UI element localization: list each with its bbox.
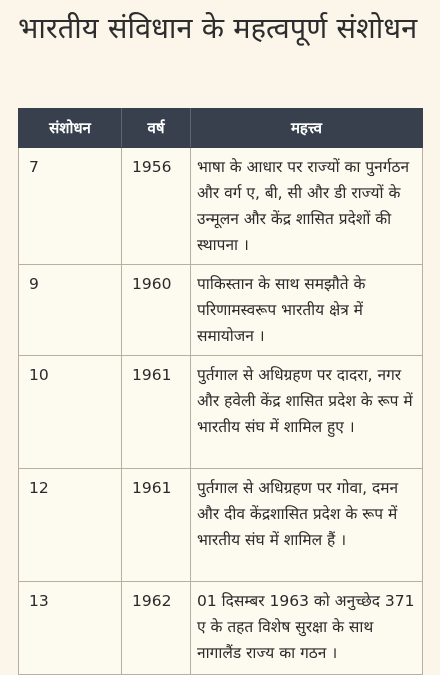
table-header-row [19,109,423,148]
cell-amendment: 13 [19,582,122,675]
table-row [19,356,423,469]
header-amendment: संशोधन [19,109,122,148]
table-row [19,148,423,265]
table-row [19,582,423,675]
table-row [19,265,423,356]
cell-amendment: 12 [19,469,122,582]
table-row [19,469,423,582]
cell-amendment: 10 [19,356,122,469]
cell-year: 1960 [122,265,191,356]
cell-significance: 01 दिसम्बर 1963 को अनुच्छेद 371 ए के तहत विशेष सुरक्षा के साथ नागालैंड राज्य का गठन । [191,582,423,675]
cell-year: 1956 [122,148,191,265]
header-year: वर्ष [122,109,191,148]
cell-significance: पुर्तगाल से अधिग्रहण पर दादरा, नगर और हवेली केंद्र शासित प्रदेश के रूप में भारतीय संघ में शामिल हुए । [191,356,423,469]
cell-significance: पुर्तगाल से अधिग्रहण पर गोवा, दमन और दीव केंद्रशासित प्रदेश के रूप में भारतीय संघ में शामिल हैं । [191,469,423,582]
cell-year: 1962 [122,582,191,675]
cell-amendment: 7 [19,148,122,265]
cell-amendment: 9 [19,265,122,356]
cell-significance: भाषा के आधार पर राज्यों का पुनर्गठन और वर्ग ए, बी, सी और डी राज्यों के उन्मूलन और केंद्र शासित प्रदेशों की स्थापना । [191,148,423,265]
cell-year: 1961 [122,356,191,469]
page-title: भारतीय संविधान के महत्वपूर्ण संशोधन [18,11,418,45]
amendments-table [18,108,423,675]
cell-year: 1961 [122,469,191,582]
cell-significance: पाकिस्तान के साथ समझौते के परिणामस्वरूप भारतीय क्षेत्र में समायोजन । [191,265,423,356]
header-significance: महत्त्व [191,109,423,148]
